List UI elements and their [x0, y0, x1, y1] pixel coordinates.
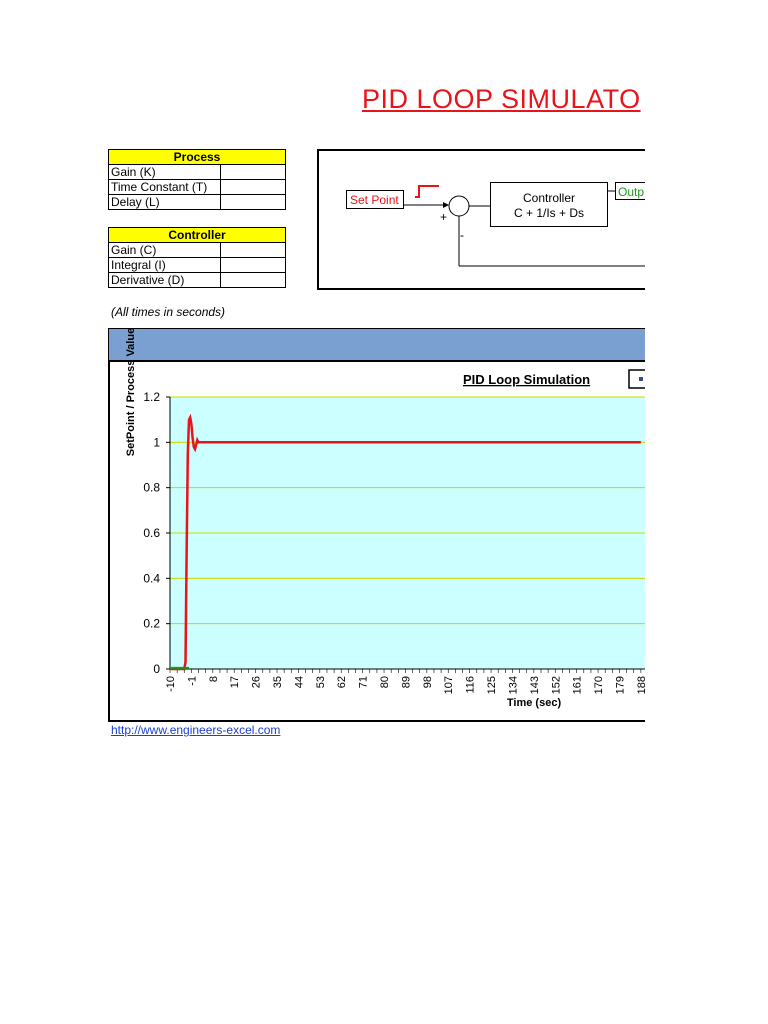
controller-box[interactable]	[490, 182, 608, 227]
controller-box-label: Controller	[522, 191, 576, 205]
controller-derivative-label[interactable]: Derivative (D)	[109, 273, 221, 288]
minus-sign: -	[460, 228, 464, 242]
controller-integral-value[interactable]	[221, 258, 286, 273]
y-tick-label: 0.2	[143, 616, 160, 631]
setpoint-box[interactable]: Set Point	[346, 190, 404, 209]
x-tick-label: 89	[400, 676, 413, 689]
block-diagram[interactable]	[317, 149, 645, 290]
output-box[interactable]: Outp	[615, 182, 645, 200]
controller-formula: C + 1/Is + Ds	[513, 206, 585, 220]
process-delay-value[interactable]	[221, 195, 286, 210]
process-header[interactable]: Process	[109, 150, 286, 165]
units-note: (All times in seconds)	[111, 305, 226, 319]
table-row	[109, 195, 286, 210]
table-row	[109, 243, 286, 258]
controller-integral-label[interactable]: Integral (I)	[109, 258, 221, 273]
table-row	[109, 180, 286, 195]
x-tick-label: 26	[250, 676, 263, 689]
controller-gain-value[interactable]	[221, 243, 286, 258]
step-input-icon	[415, 186, 439, 197]
process-table	[108, 149, 286, 210]
table-row	[109, 165, 286, 180]
x-tick-label: 35	[272, 676, 285, 689]
x-tick-label: 107	[443, 676, 456, 695]
controller-table	[108, 227, 286, 288]
x-tick-label: 134	[507, 676, 520, 695]
process-time-constant-label[interactable]: Time Constant (T)	[109, 180, 221, 195]
x-tick-label: 8	[207, 676, 220, 683]
x-axis-label: Time (sec)	[506, 697, 562, 709]
controller-derivative-value[interactable]	[221, 273, 286, 288]
x-tick-label: 71	[357, 676, 370, 689]
x-tick-label: 44	[293, 676, 306, 689]
x-tick-label: 125	[486, 676, 499, 695]
y-tick-label: 1	[153, 435, 160, 450]
y-tick-label: 0.4	[143, 571, 160, 586]
x-tick-label: 17	[229, 676, 242, 689]
process-gain-value[interactable]	[221, 165, 286, 180]
x-tick-label: 170	[593, 676, 606, 695]
x-tick-label: 53	[314, 676, 327, 689]
arrow-head-icon	[443, 202, 449, 208]
x-tick-label: 161	[571, 676, 584, 695]
chart-title: PID Loop Simulation	[463, 372, 591, 387]
x-tick-label: 188	[635, 676, 648, 695]
process-time-constant-value[interactable]	[221, 180, 286, 195]
legend-marker-icon	[639, 377, 643, 381]
x-tick-label: -1	[186, 676, 199, 686]
y-axis-label: SetPoint / Process Value	[125, 328, 137, 457]
x-tick-label: 80	[379, 676, 392, 689]
x-tick-label: 116	[464, 676, 477, 694]
x-tick-label: -10	[165, 676, 177, 692]
process-gain-label[interactable]: Gain (K)	[109, 165, 221, 180]
plus-sign: +	[440, 210, 448, 224]
x-tick-label: 98	[421, 676, 434, 689]
page-title: PID LOOP SIMULATO	[362, 84, 641, 114]
x-tick-label: 179	[614, 676, 627, 695]
table-row	[109, 258, 286, 273]
controller-header[interactable]: Controller	[109, 228, 286, 243]
y-tick-label: 0.8	[143, 480, 160, 495]
x-tick-label: 62	[336, 676, 349, 689]
table-row	[109, 273, 286, 288]
engineers-excel-link[interactable]: http://www.engineers-excel.com	[111, 723, 281, 737]
x-tick-label: 143	[528, 676, 541, 695]
controller-gain-label[interactable]: Gain (C)	[109, 243, 221, 258]
pid-chart[interactable]	[108, 328, 648, 728]
summing-junction-icon	[449, 196, 469, 216]
y-tick-label: 1.2	[143, 390, 160, 404]
x-tick-label: 152	[550, 676, 563, 695]
process-delay-label[interactable]: Delay (L)	[109, 195, 221, 210]
y-tick-label: 0.6	[143, 526, 160, 540]
y-tick-label: 0	[153, 662, 160, 676]
